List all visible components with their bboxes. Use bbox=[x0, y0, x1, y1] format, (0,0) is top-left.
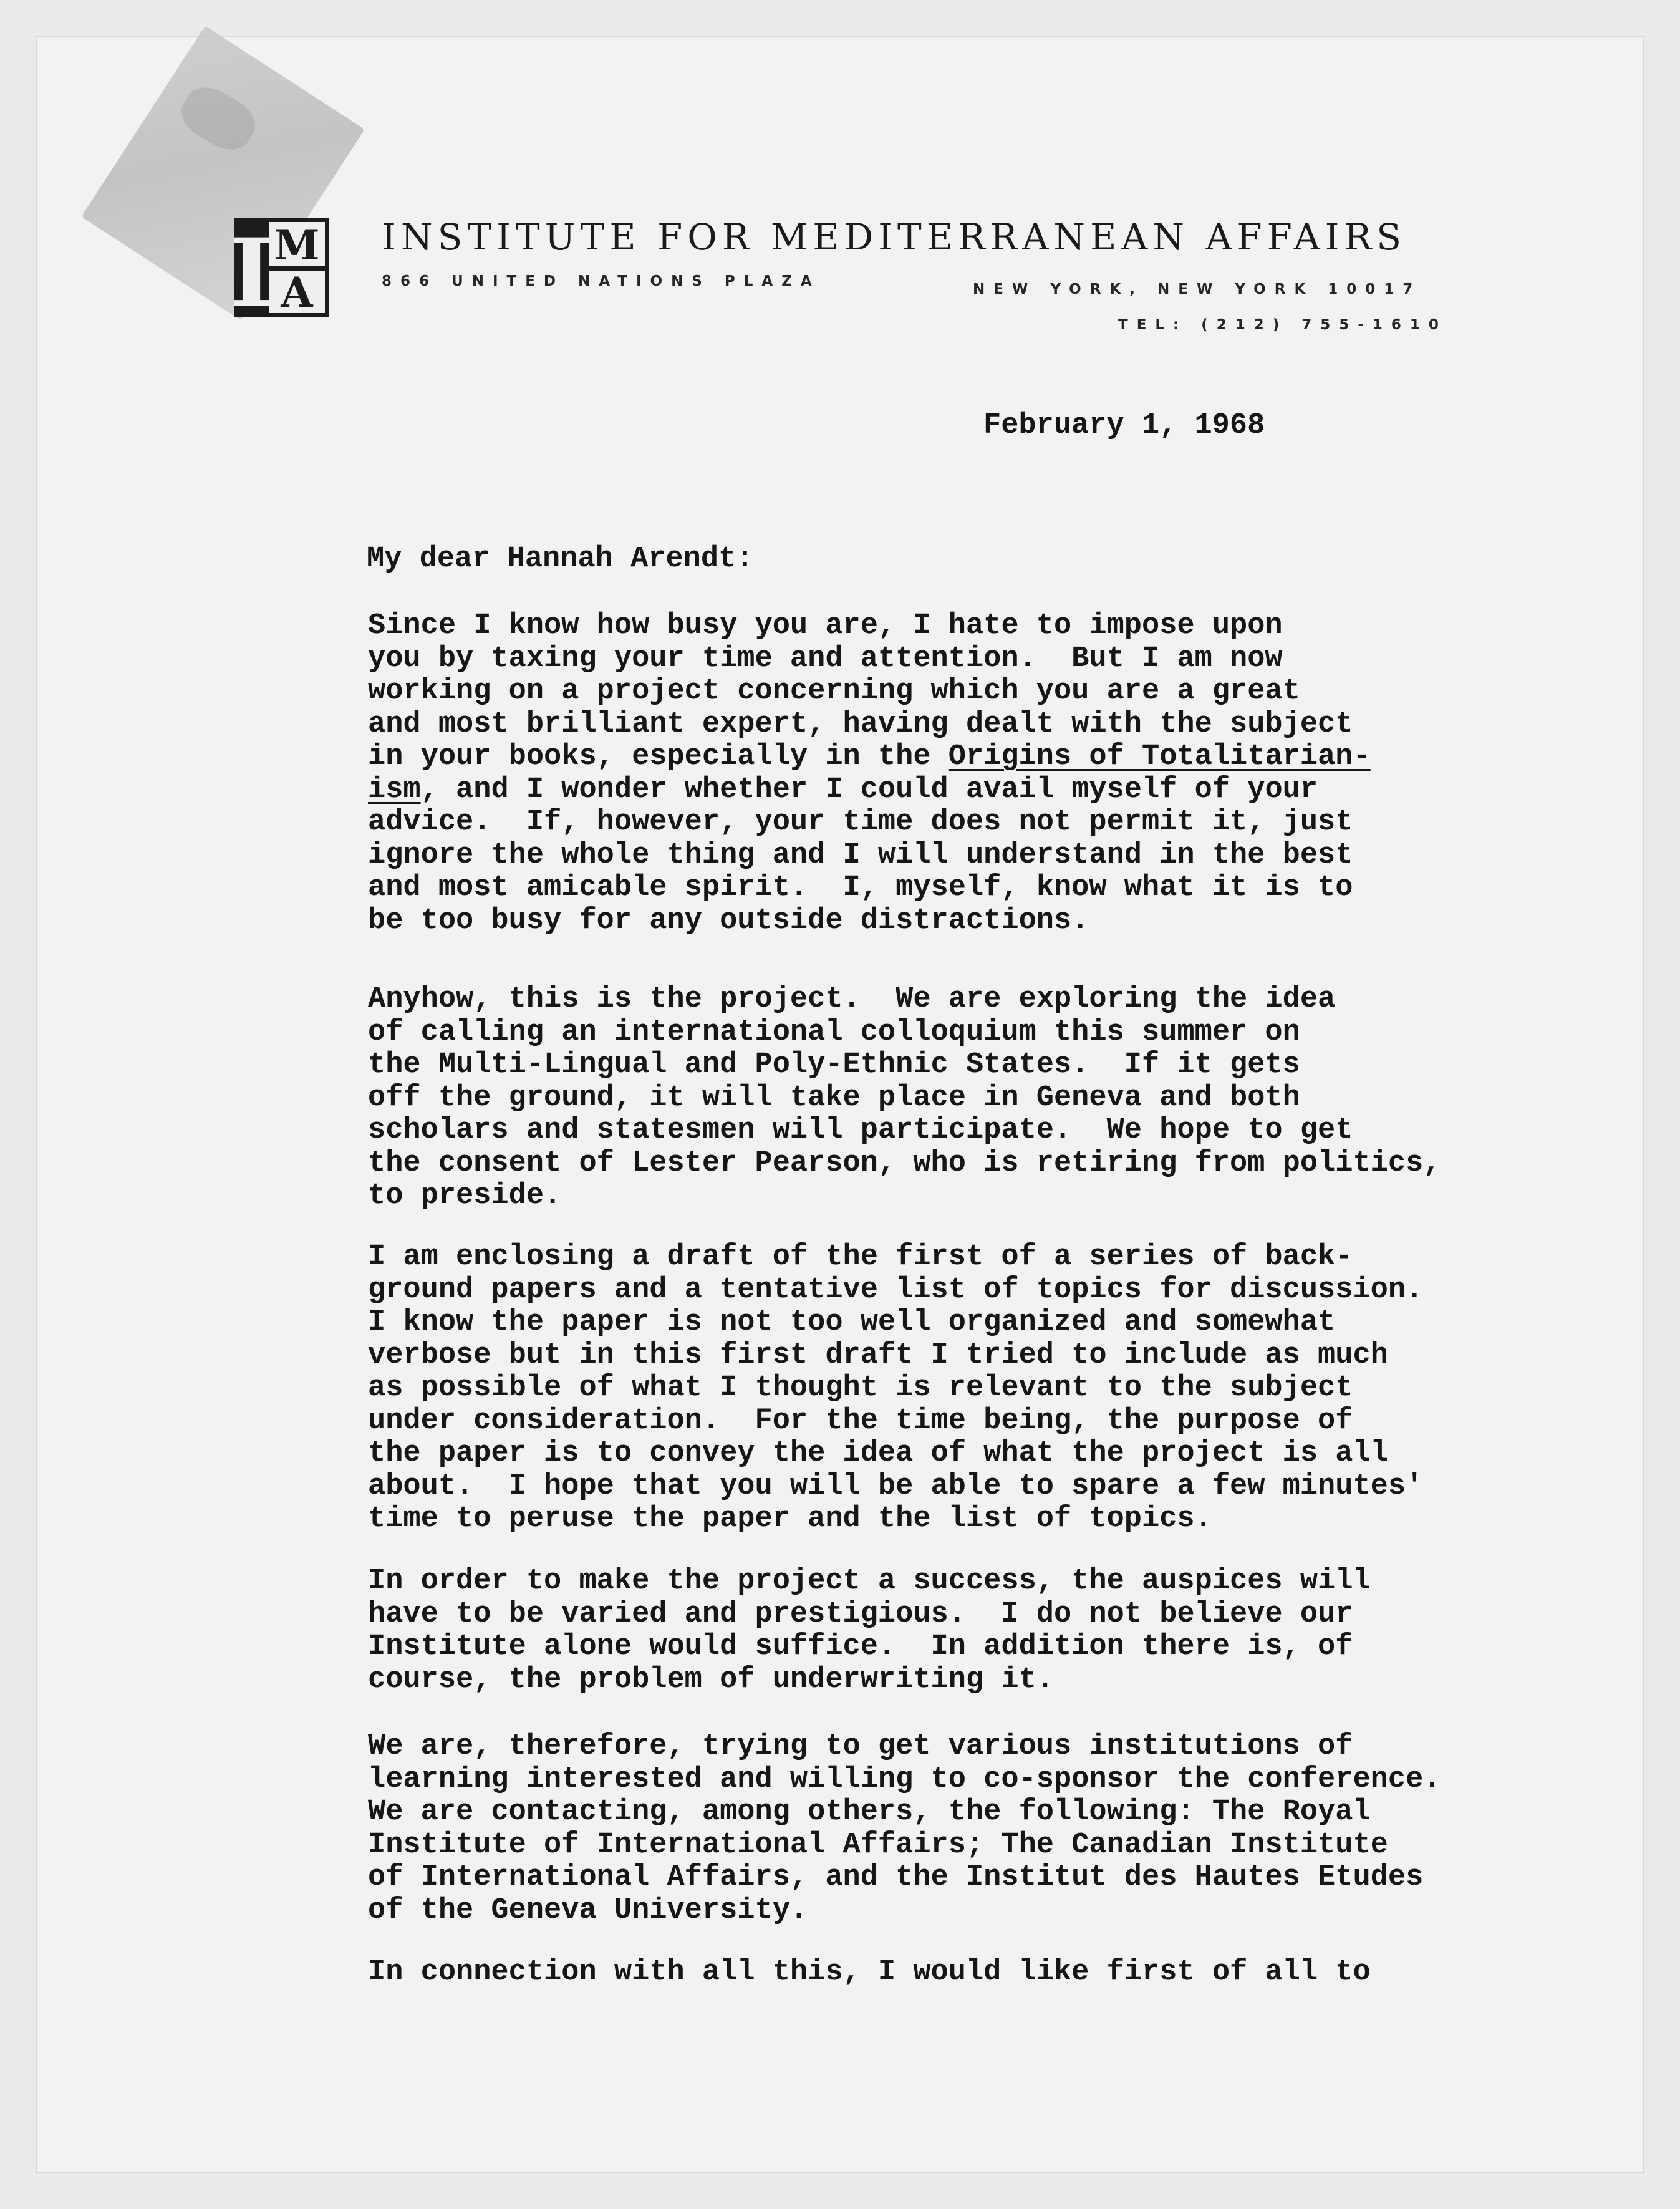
text-line: scholars and statesmen will participate. We hope to get bbox=[368, 1114, 1353, 1147]
text-line: of the Geneva University. bbox=[368, 1893, 808, 1927]
text-line: Institute of International Affairs; The Canadian Institute bbox=[368, 1828, 1388, 1862]
text-line: We are, therefore, trying to get various institutions of bbox=[368, 1730, 1353, 1763]
text-line: In connection with all this, I would like first of all to bbox=[368, 1956, 1371, 1989]
text-line: Since I know how busy you are, I hate to impose upon bbox=[368, 609, 1283, 642]
text-line: and most brilliant expert, having dealt with the subject bbox=[368, 707, 1353, 741]
ima-logo bbox=[229, 218, 329, 328]
text-line: Institute alone would suffice. In addition there is, of bbox=[368, 1630, 1353, 1663]
text-line: time to peruse the paper and the list of topics. bbox=[368, 1502, 1212, 1535]
text-line: be too busy for any outside distractions. bbox=[368, 904, 1089, 937]
text-line: I know the paper is not too well organized and somewhat bbox=[368, 1306, 1336, 1339]
text-line: of calling an international colloquium this summer on bbox=[368, 1015, 1300, 1049]
paragraph-2 bbox=[368, 984, 1441, 1213]
text-segment: in your books, especially in the bbox=[368, 740, 949, 773]
text-line: learning interested and willing to co-sponsor the conference. bbox=[368, 1762, 1441, 1796]
text-line: Anyhow, this is the project. We are exploring the idea bbox=[368, 983, 1336, 1016]
text-line: verbose but in this first draft I tried to include as much bbox=[368, 1338, 1388, 1372]
text-line: ground papers and a tentative list of topics for discussion. bbox=[368, 1273, 1424, 1307]
text-line: course, the problem of underwriting it. bbox=[368, 1663, 1054, 1696]
text-line: the Multi-Lingual and Poly-Ethnic States. If it gets bbox=[368, 1048, 1300, 1081]
text-line: and most amicable spirit. I, myself, know what it is to bbox=[368, 871, 1353, 904]
paragraph-5 bbox=[368, 1731, 1441, 1927]
text-line: have to be varied and prestigious. I do not believe our bbox=[368, 1597, 1353, 1631]
paragraph-1 bbox=[368, 610, 1371, 937]
text-line: advice. If, however, your time does not permit it, just bbox=[368, 806, 1353, 839]
paragraph-4 bbox=[368, 1565, 1371, 1696]
book-title-underlined-cont: ism bbox=[368, 773, 421, 806]
text-line: about. I hope that you will be able to spare a few minutes' bbox=[368, 1469, 1424, 1503]
text-line: under consideration. For the time being, the purpose of bbox=[368, 1404, 1353, 1438]
text-line: ignore the whole thing and I will understand in the best bbox=[368, 838, 1353, 872]
text-line: In order to make the project a success, the auspices will bbox=[368, 1565, 1371, 1598]
text-line: We are contacting, among others, the following: The Royal bbox=[368, 1796, 1371, 1829]
text-line: to preside. bbox=[368, 1179, 562, 1212]
city-address: NEW YORK, NEW YORK 10017 bbox=[973, 281, 1422, 297]
salutation: My dear Hannah Arendt: bbox=[367, 543, 754, 576]
text-line: off the ground, it will take place in Geneva and both bbox=[368, 1081, 1300, 1114]
text-segment: , and I wonder whether I could avail myself of your bbox=[420, 773, 1318, 806]
text-line: you by taxing your time and attention. But I am now bbox=[368, 642, 1283, 675]
logo-letter-i: I bbox=[229, 218, 274, 328]
text-line bbox=[368, 741, 1371, 774]
text-line: as possible of what I thought is relevant to the subject bbox=[368, 1371, 1353, 1404]
text-line: I am enclosing a draft of the first of a series of back- bbox=[368, 1240, 1353, 1274]
text-line: the paper is to convey the idea of what the project is all bbox=[368, 1437, 1388, 1470]
text-line: the consent of Lester Pearson, who is retiring from politics, bbox=[368, 1146, 1441, 1180]
text-line bbox=[368, 774, 1371, 807]
text-line: of International Affairs, and the Institut des Hautes Etudes bbox=[368, 1861, 1424, 1894]
street-address: 866 UNITED NATIONS PLAZA bbox=[382, 273, 821, 289]
telephone: TEL: (212) 755-1610 bbox=[1118, 317, 1447, 333]
text-line: working on a project concerning which you are a great bbox=[368, 675, 1300, 708]
paragraph-6 bbox=[368, 1956, 1371, 1989]
letter-date: February 1, 1968 bbox=[983, 409, 1265, 442]
logo-letter-m: M bbox=[274, 221, 320, 269]
logo-letter-a: A bbox=[281, 268, 313, 317]
paragraph-3 bbox=[368, 1241, 1423, 1536]
institute-name: INSTITUTE FOR MEDITERRANEAN AFFAIRS bbox=[382, 216, 1406, 258]
book-title-underlined: Origins of Totalitarian- bbox=[948, 740, 1371, 773]
